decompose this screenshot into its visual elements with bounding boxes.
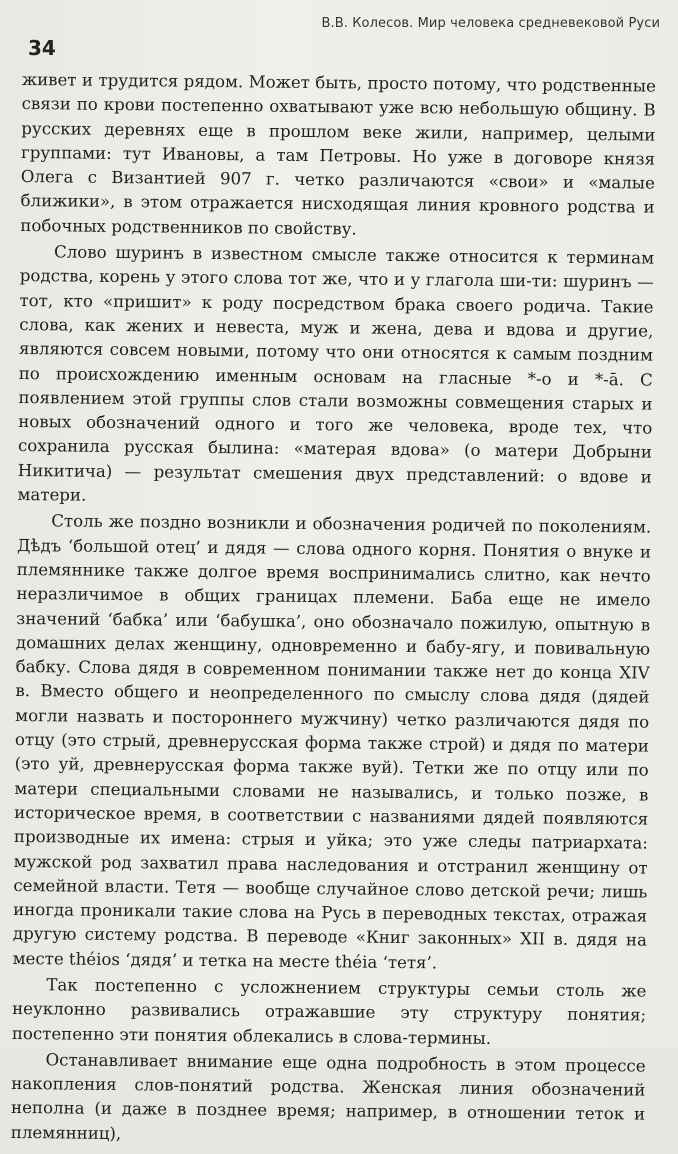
running-head: В.В. Колесов. Мир человека средневековой Руси	[321, 16, 660, 31]
paragraph-2: Слово шуринъ в известном смысле также относится к терминам родства, корень у этого слова тот же, что и у глагола ши-ти: шуринъ — тот, кто «пришит» к роду посредством брака своего родича. Такие слова, как жених и невеста, муж и жена, дева и вдова и другие, являются совсем новыми, потому что они относятся к самым поздним по происхождению именным основам на гласные *-о и *-ā. С появлением этой группы слов стали возможны совмещения старых и новых обозначений одного и того же человека, вроде тех, что сохранила русская былина: «матерая вдова» (о матери Добрыни Никитича) — результат смешения двух представлений: о вдове и матери.	[17, 242, 655, 505]
body-text	[11, 68, 656, 1154]
paragraph-1: живет и трудится рядом. Может быть, просто потому, что родственные связи по крови постепенно охватывают уже всю небольшую общину. В русских деревнях еще в прошлом веке жили, например, целыми группами: тут Ивановы, а там Петровы. Но уже в договоре князя Олега с Византией 907 г. четко различаются «свои» и «малые ближики», в этом отражается нисходящая линия кровного родства и побочных родственников по свойству.	[20, 69, 656, 239]
page-number: 34	[28, 36, 56, 60]
paragraph-4: Так постепенно с усложнением структуры семьи столь же неуклонно развивались отражавшие эту структуру понятия; постепенно эти понятия облекались в слова-термины.	[11, 975, 647, 1048]
paragraph-3: Столь же поздно возникли и обозначения родичей по поколениям. Дѣдъ ‘большой отец’ и дядя — слова одного корня. Понятия о внуке и племяннике также долгое время воспринимались слитно, как нечто неразличимое в общих границах племени. Баба еще не имело значений ‘бабка’ или ‘бабушка’, оно обозначало пожилую, опытную в домашних делах женщину, одновременно и бабу-ягу, и повивальную бабку. Слова дядя в современном понимании также нет до конца XIV в. Вместо общего и неопределенного по смыслу слова дядя (дядей могли назвать и постороннего мужчину) четко различаются дядя по отцу (это стрый, древнерусская форма также строй) и дядя по матери (это уй, древнерусская форма также вуй). Тетки же по отцу или по матери специальными словами не назывались, и только позже, в историческое время, в соответствии с названиями дядей появляются производные их имена: стрыя и уйка; это уже следы патриархата: мужской род захватил права наследования и отстранил женщину от семейной власти. Тетя — вообще случайное слово детской речи; лишь иногда проникали такие слова на Русь в переводных текстах, отражая другую систему родства. В переводе «Книг законных» XII в. дядя на месте théios ‘дядя’ и тетка на месте théia ‘тетя’.	[12, 511, 652, 973]
paragraph-5: Останавливает внимание еще одна подробность в этом процессе накопления слов-понятий родства. Женская линия обозначений неполна (и даже в позднее время; например, в отношении теток и племянниц),	[10, 1050, 646, 1143]
